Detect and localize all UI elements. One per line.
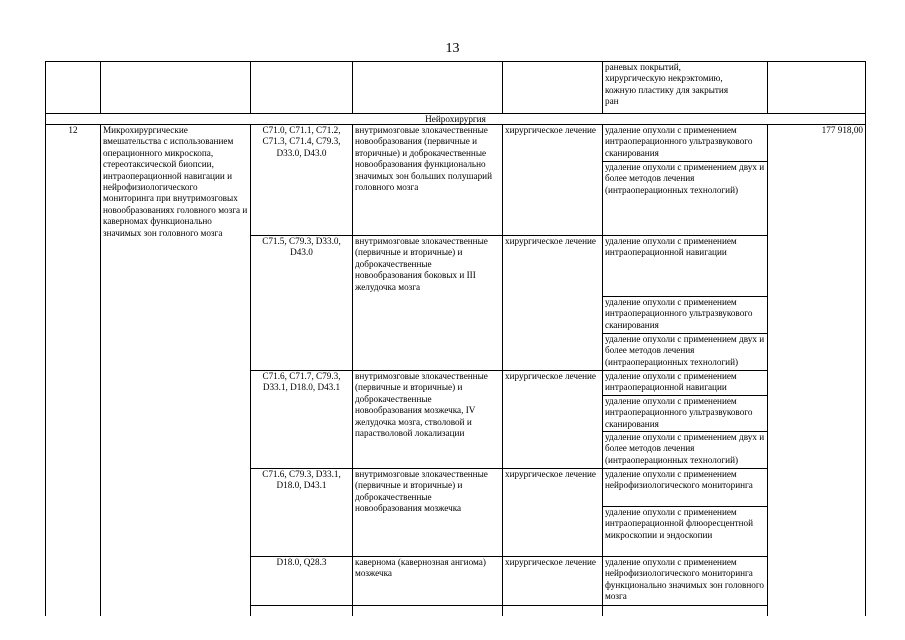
care-table	[45, 61, 866, 616]
cell-empty	[251, 606, 353, 616]
cell-empty	[503, 62, 603, 114]
treatment-method: удаление опухоли с применением интраоперационной навигации	[603, 236, 768, 297]
care-type-name: Микрохирургические вмешательства с использованием операционного микроскопа, стереотаксической биопсии, интраоперационной навигации и нейрофизиологического мониторинга при внутримозговых новообразованиях головного мозга и каверномах функционально значимых зон головного мозга	[101, 125, 251, 616]
treatment-type: хирургическое лечение	[503, 125, 603, 236]
treatment-type: хирургическое лечение	[503, 236, 603, 371]
cell-empty	[101, 62, 251, 114]
method-cell: раневых покрытий, хирургическую некрэктомию, кожную пластику для закрытия ран	[603, 62, 768, 114]
cell-empty	[251, 62, 353, 114]
cell-empty	[768, 62, 866, 114]
patient-model: внутримозговые злокачественные новообразования (первичные и вторичные) и доброкачественные новообразования функционально значимых зон больших полушарий головного мозга	[353, 125, 503, 236]
table-row	[46, 125, 866, 162]
continuation-row	[46, 62, 866, 114]
cell-empty	[503, 606, 603, 616]
row-number: 12	[46, 125, 101, 616]
price: 177 918,00	[768, 125, 866, 616]
treatment-method: удаление опухоли с применением двух и более методов лечения (интраоперационных технологий)	[603, 432, 768, 469]
treatment-method: удаление опухоли с применением интраоперационного ультразвукового сканирования	[603, 125, 768, 162]
treatment-method: удаление опухоли с применением двух и более методов лечения (интраоперационных технологий)	[603, 334, 768, 371]
treatment-method: удаление опухоли с применением интраоперационного ультразвукового сканирования	[603, 297, 768, 334]
icd-codes: C71.6, C79.3, D33.1, D18.0, D43.1	[251, 469, 353, 557]
treatment-method: удаление опухоли с применением нейрофизиологического мониторинга	[603, 469, 768, 507]
treatment-type: хирургическое лечение	[503, 557, 603, 606]
icd-codes: C71.6, C71.7, C79.3, D33.1, D18.0, D43.1	[251, 371, 353, 469]
cell-empty	[353, 606, 503, 616]
treatment-type: хирургическое лечение	[503, 371, 603, 469]
treatment-method: удаление опухоли с применением интраоперационной навигации	[603, 371, 768, 396]
page-number: 13	[445, 41, 460, 56]
patient-model: кавернома (кавернозная ангиома) мозжечка	[353, 557, 503, 606]
treatment-method: удаление опухоли с применением интраоперационной флюоресцентной микроскопии и эндоскопии	[603, 507, 768, 557]
patient-model: внутримозговые злокачественные (первичные и вторичные) и доброкачественные новообразования боковых и III желудочка мозга	[353, 236, 503, 371]
section-row	[46, 114, 866, 125]
icd-codes: C71.0, C71.1, C71.2, C71.3, C71.4, C79.3, D33.0, D43.0	[251, 125, 353, 236]
cell-empty	[46, 62, 101, 114]
treatment-method: удаление опухоли с применением нейрофизиологического мониторинга функционально значимых зон головного мозга	[603, 557, 768, 606]
treatment-method: удаление опухоли с применением двух и более методов лечения (интраоперационных технологий)	[603, 162, 768, 236]
treatment-method: удаление опухоли с применением интраоперационного ультразвукового сканирования	[603, 396, 768, 432]
patient-model: внутримозговые злокачественные (первичные и вторичные) и доброкачественные новообразования мозжечка, IV желудочка мозга, стволовой и парастволовой локализации	[353, 371, 503, 469]
icd-codes: D18.0, Q28.3	[251, 557, 353, 606]
section-title: Нейрохирургия	[46, 114, 866, 125]
cell-empty	[603, 606, 768, 616]
patient-model: внутримозговые злокачественные (первичные и вторичные) и доброкачественные новообразования мозжечка	[353, 469, 503, 557]
cell-empty	[353, 62, 503, 114]
icd-codes: C71.5, C79.3, D33.0, D43.0	[251, 236, 353, 371]
treatment-type: хирургическое лечение	[503, 469, 603, 557]
